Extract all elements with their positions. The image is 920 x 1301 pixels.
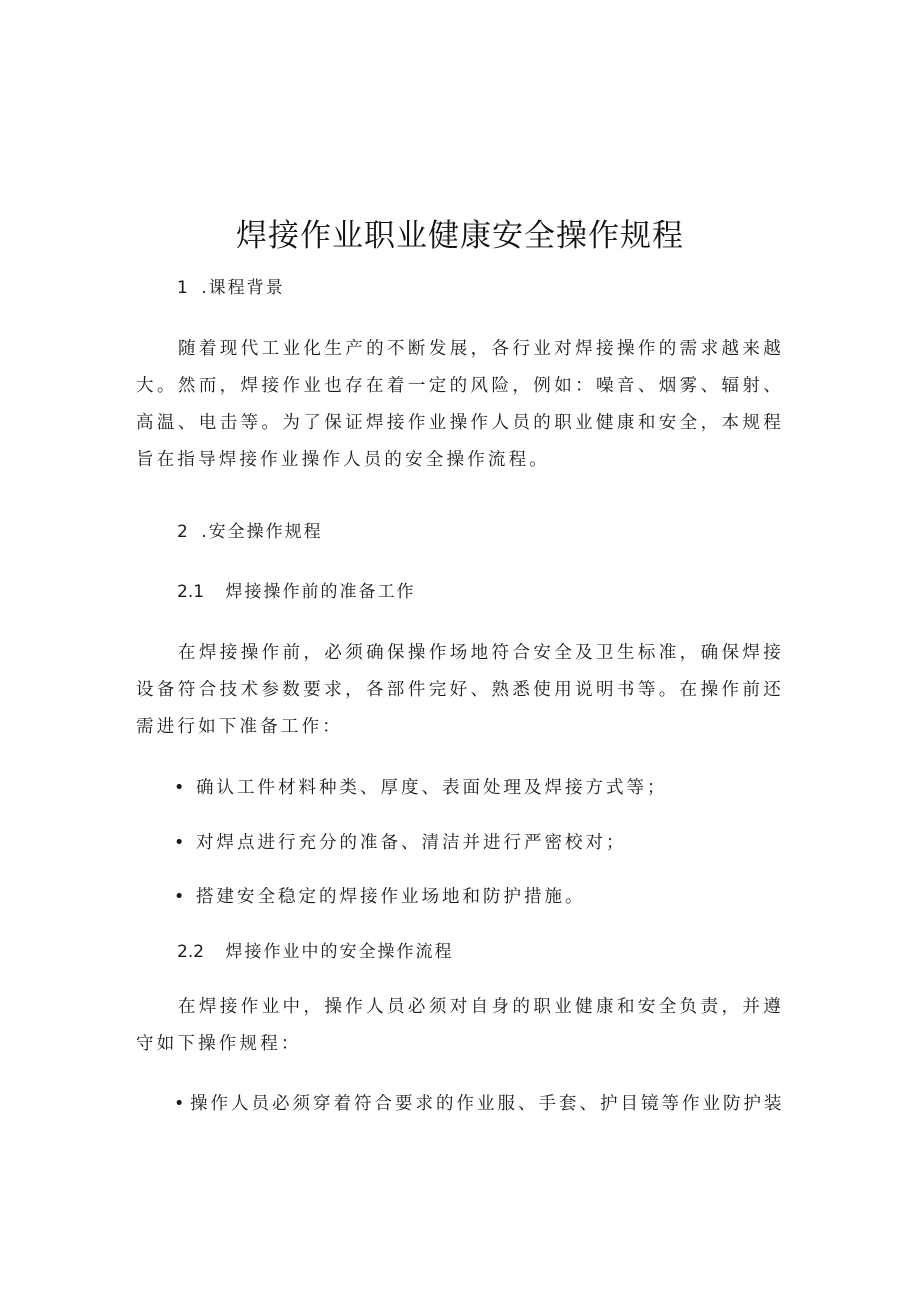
subsection-2-1-heading xyxy=(177,578,415,606)
bullet-icon: • xyxy=(174,833,185,853)
subsection-2-2-heading xyxy=(177,938,453,966)
subsection-2-1-number: 2.1 xyxy=(177,582,205,602)
section-2-number: 2 xyxy=(177,522,190,542)
document-title: 焊接作业职业健康安全操作规程 xyxy=(236,218,684,254)
subsection-2-2-number: 2.2 xyxy=(177,942,205,962)
subsection-2-2-title: 焊接作业中的安全操作流程 xyxy=(225,942,454,962)
list-item-text: 操作人员必须穿着符合要求的作业服、手套、护目镜等作业防护装 xyxy=(190,1094,785,1114)
section-2-title: .安全操作规程 xyxy=(201,522,323,542)
subsection-2-1-paragraph: 在焊接操作前，必须确保操作场地符合安全及卫生标准，确保焊接设备符合技术参数要求，各部件完好、熟悉使用说明书等。在操作前还需进行如下准备工作： xyxy=(136,643,784,737)
list-item xyxy=(174,1090,785,1118)
list-item xyxy=(174,774,668,802)
bullet-icon: • xyxy=(174,778,185,798)
list-item-text: 搭建安全稳定的焊接作业场地和防护措施。 xyxy=(196,887,586,907)
section-1-title: .课程背景 xyxy=(201,278,285,298)
list-item xyxy=(174,829,627,857)
section-2-heading xyxy=(177,518,323,546)
bullet-icon: • xyxy=(174,1094,185,1114)
subsection-2-2-paragraph: 在焊接作业中，操作人员必须对自身的职业健康和安全负责，并遵守如下操作规程： xyxy=(136,997,784,1054)
list-item-text: 对焊点进行充分的准备、清洁并进行严密校对； xyxy=(196,833,627,853)
list-item-text: 确认工件材料种类、厚度、表面处理及焊接方式等； xyxy=(196,778,668,798)
section-1-number: 1 xyxy=(177,278,190,298)
section-1-heading xyxy=(177,274,285,302)
list-item xyxy=(174,883,586,911)
subsection-2-1-title: 焊接操作前的准备工作 xyxy=(225,582,416,602)
section-1-paragraph: 随着现代工业化生产的不断发展，各行业对焊接操作的需求越来越大。然而，焊接作业也存在着一定的风险，例如：噪音、烟雾、辐射、高温、电击等。为了保证焊接作业操作人员的职业健康和安全，本规程旨在指导焊接作业操作人员的安全操作流程。 xyxy=(136,339,784,470)
bullet-icon: • xyxy=(174,887,185,907)
